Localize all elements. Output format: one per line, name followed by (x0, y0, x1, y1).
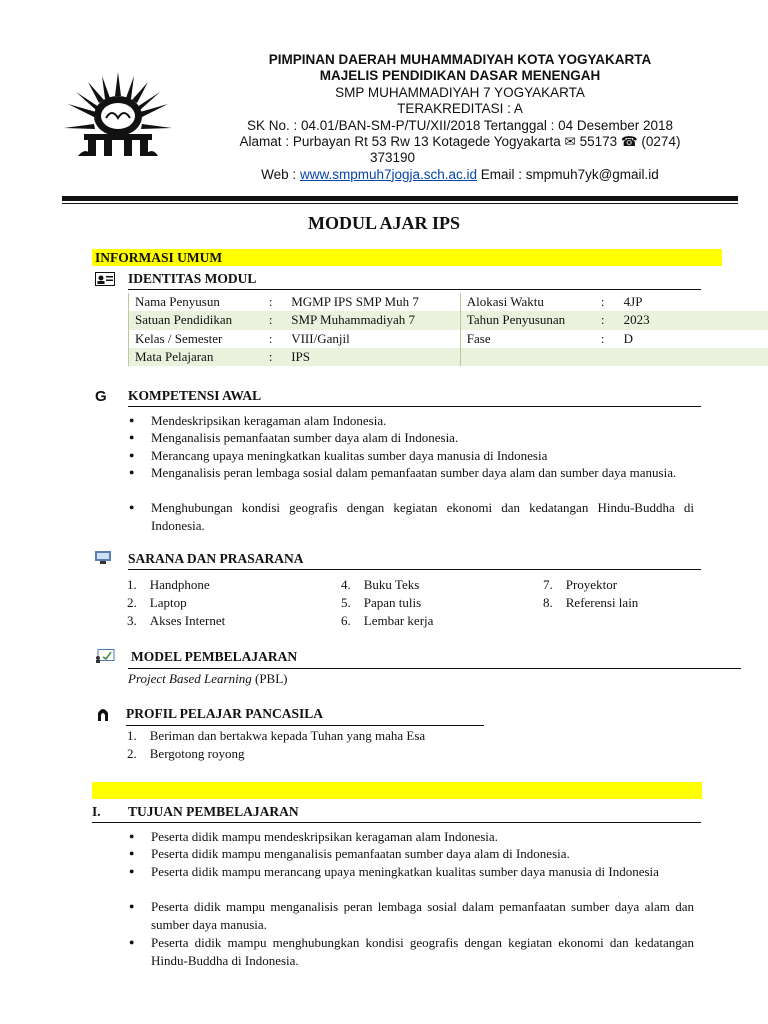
school-name: SMP MUHAMMADIYAH 7 YOGYAKARTA (335, 84, 585, 100)
bullet-icon: ● (129, 502, 135, 512)
table-row (129, 293, 768, 311)
list-item (129, 412, 694, 430)
identitas-label: Alokasi Waktu (460, 293, 595, 311)
accreditation: TERAKREDITASI : A (397, 101, 523, 117)
bullet-icon: ● (129, 866, 135, 876)
presentation-icon (95, 550, 111, 569)
sarana-underline (128, 569, 701, 570)
bullet-icon: ● (129, 432, 135, 442)
identitas-label: Satuan Pendidikan (129, 311, 263, 329)
bullet-icon: ● (129, 415, 135, 425)
web-label: Web : (261, 166, 297, 182)
model-abbrev: (PBL) (251, 671, 288, 686)
identitas-label (460, 348, 595, 366)
table-row (129, 330, 768, 348)
list-item-text: Mendeskripsikan keragaman alam Indonesia. (151, 413, 387, 428)
bullet-icon: ● (129, 831, 135, 841)
identitas-sep: : (263, 311, 285, 329)
sarana-col-1 (127, 576, 225, 630)
list-item: 2. Bergotong royong (127, 746, 245, 761)
identitas-value: 2023 (618, 311, 768, 329)
list-item-text: Menganalisis peran lembaga sosial dalam pemanfaatan sumber daya alam dan sumber daya manusia. (151, 465, 677, 480)
model-text (128, 671, 287, 687)
list-item: 7. Proyektor (543, 577, 618, 592)
identitas-value: VIII/Ganjil (291, 330, 350, 346)
sarana-col-2 (341, 576, 433, 630)
letterhead (225, 52, 695, 183)
identitas-value (618, 348, 768, 366)
list-item-text: Merancang upaya meningkatkan kualitas sumber daya manusia di Indonesia (151, 448, 548, 463)
model-heading: MODEL PEMBELAJARAN (131, 649, 298, 664)
bullet-icon: ● (129, 450, 135, 460)
identitas-label: Nama Penyusun (129, 293, 263, 311)
whiteboard-icon (95, 649, 115, 668)
list-item-text: Peserta didik mampu menganalisis pemanfaatan sumber daya alam di Indonesia. (151, 846, 570, 861)
identitas-value: D (623, 330, 634, 346)
list-item (129, 845, 694, 863)
address: Alamat : Purbayan Rt 53 Rw 13 Kotagede Yogyakarta ✉ 55173 ☎ (0274) (239, 134, 681, 150)
list-item (129, 499, 694, 534)
identitas-value: SMP Muhammadiyah 7 (285, 311, 460, 329)
list-item-text: Peserta didik mampu menganalisis peran lembaga sosial dalam pemanfaatan sumber daya alam dan sumber daya manusia. (151, 899, 694, 932)
identitas-sep: : (595, 311, 618, 329)
identitas-sep: : (600, 330, 605, 346)
list-item (129, 863, 694, 881)
list-item: 4. Buku Teks (341, 577, 420, 592)
model-underline (128, 668, 741, 669)
list-item-text: Menghubungan kondisi geografis dengan kegiatan ekonomi dan kedatangan Hindu-Buddha di Indonesia. (151, 500, 694, 533)
identitas-label: Fase (460, 330, 595, 348)
bullet-icon: ● (129, 937, 135, 947)
identitas-heading: IDENTITAS MODUL (128, 271, 257, 286)
info-umum-heading: INFORMASI UMUM (95, 250, 223, 265)
profil-heading: PROFIL PELAJAR PANCASILA (126, 706, 324, 721)
list-item: 1. Handphone (127, 577, 210, 592)
tujuan-number: I. (92, 804, 101, 819)
g-icon: G (95, 388, 107, 405)
identitas-label: Mata Pelajaran (129, 348, 263, 366)
list-item (129, 828, 694, 846)
list-item: 5. Papan tulis (341, 595, 422, 610)
person-icon (96, 707, 110, 726)
profil-underline (126, 725, 484, 726)
identitas-underline (128, 289, 701, 290)
list-item-text: Peserta didik mampu mendeskripsikan keragaman alam Indonesia. (151, 829, 498, 844)
tujuan-heading: TUJUAN PEMBELAJARAN (128, 804, 299, 819)
list-item (129, 464, 694, 482)
header-rule-thin (62, 203, 738, 204)
sk-number: SK No. : 04.01/BAN-SM-P/TU/XII/2018 Tertanggal : 04 Desember 2018 (247, 117, 673, 133)
website-link[interactable]: www.smpmuh7jogja.sch.ac.id (299, 166, 478, 182)
kompetensi-heading: KOMPETENSI AWAL (128, 388, 262, 403)
identitas-value: MGMP IPS SMP Muh 7 (291, 294, 419, 310)
list-item-text: Menganalisis pemanfaatan sumber daya alam di Indonesia. (151, 430, 459, 445)
identitas-value: IPS (285, 348, 460, 366)
identitas-sep: : (263, 348, 285, 366)
list-item: 8. Referensi lain (543, 595, 639, 610)
list-item: 3. Akses Internet (127, 613, 226, 628)
table-row (129, 311, 768, 329)
id-card-icon (95, 272, 115, 291)
identitas-label: Tahun Penyusunan (460, 311, 595, 329)
email-text: Email : smpmuh7yk@gmail.id (480, 166, 659, 182)
tujuan-underline (92, 822, 701, 823)
list-item (129, 429, 694, 447)
table-row (129, 348, 768, 366)
page-title: MODUL AJAR IPS (307, 213, 460, 233)
bullet-icon: ● (129, 467, 135, 477)
kompetensi-underline (128, 406, 701, 407)
list-item (129, 934, 694, 969)
bullet-icon: ● (129, 901, 135, 911)
list-item-text: Peserta didik mampu menghubungkan kondisi geografis dengan kegiatan ekonomi dan kedatangan Hindu-Buddha di Indonesia. (151, 935, 694, 968)
web-email-line (225, 167, 695, 183)
sarana-col-3 (543, 576, 638, 612)
identitas-sep (595, 348, 618, 366)
list-item (129, 447, 694, 465)
tujuan-highlight (92, 782, 702, 799)
list-item (129, 898, 694, 933)
identitas-label: Kelas / Semester (129, 330, 263, 348)
identitas-sep: : (268, 330, 273, 346)
model-name: Project Based Learning (128, 671, 252, 686)
muhammadiyah-logo (64, 70, 172, 160)
header-rule-thick (62, 196, 738, 201)
profil-list (127, 727, 425, 763)
identitas-sep: : (268, 294, 273, 310)
org-line-2: MAJELIS PENDIDIKAN DASAR MENENGAH (319, 68, 601, 84)
list-item-text: Peserta didik mampu merancang upaya meningkatkan kualitas sumber daya manusia di Indonesia (151, 864, 659, 879)
sarana-heading: SARANA DAN PRASARANA (128, 551, 304, 566)
identitas-table (128, 293, 768, 366)
identitas-sep: : (600, 294, 605, 310)
identitas-value: 4JP (623, 294, 643, 310)
list-item: 6. Lembar kerja (341, 613, 434, 628)
list-item: 2. Laptop (127, 595, 187, 610)
bullet-icon: ● (129, 848, 135, 858)
org-line-1: PIMPINAN DAERAH MUHAMMADIYAH KOTA YOGYAKARTA (268, 52, 652, 67)
list-item: 1. Beriman dan bertakwa kepada Tuhan yang maha Esa (127, 728, 426, 743)
phone-continued: 373190 (370, 150, 416, 166)
